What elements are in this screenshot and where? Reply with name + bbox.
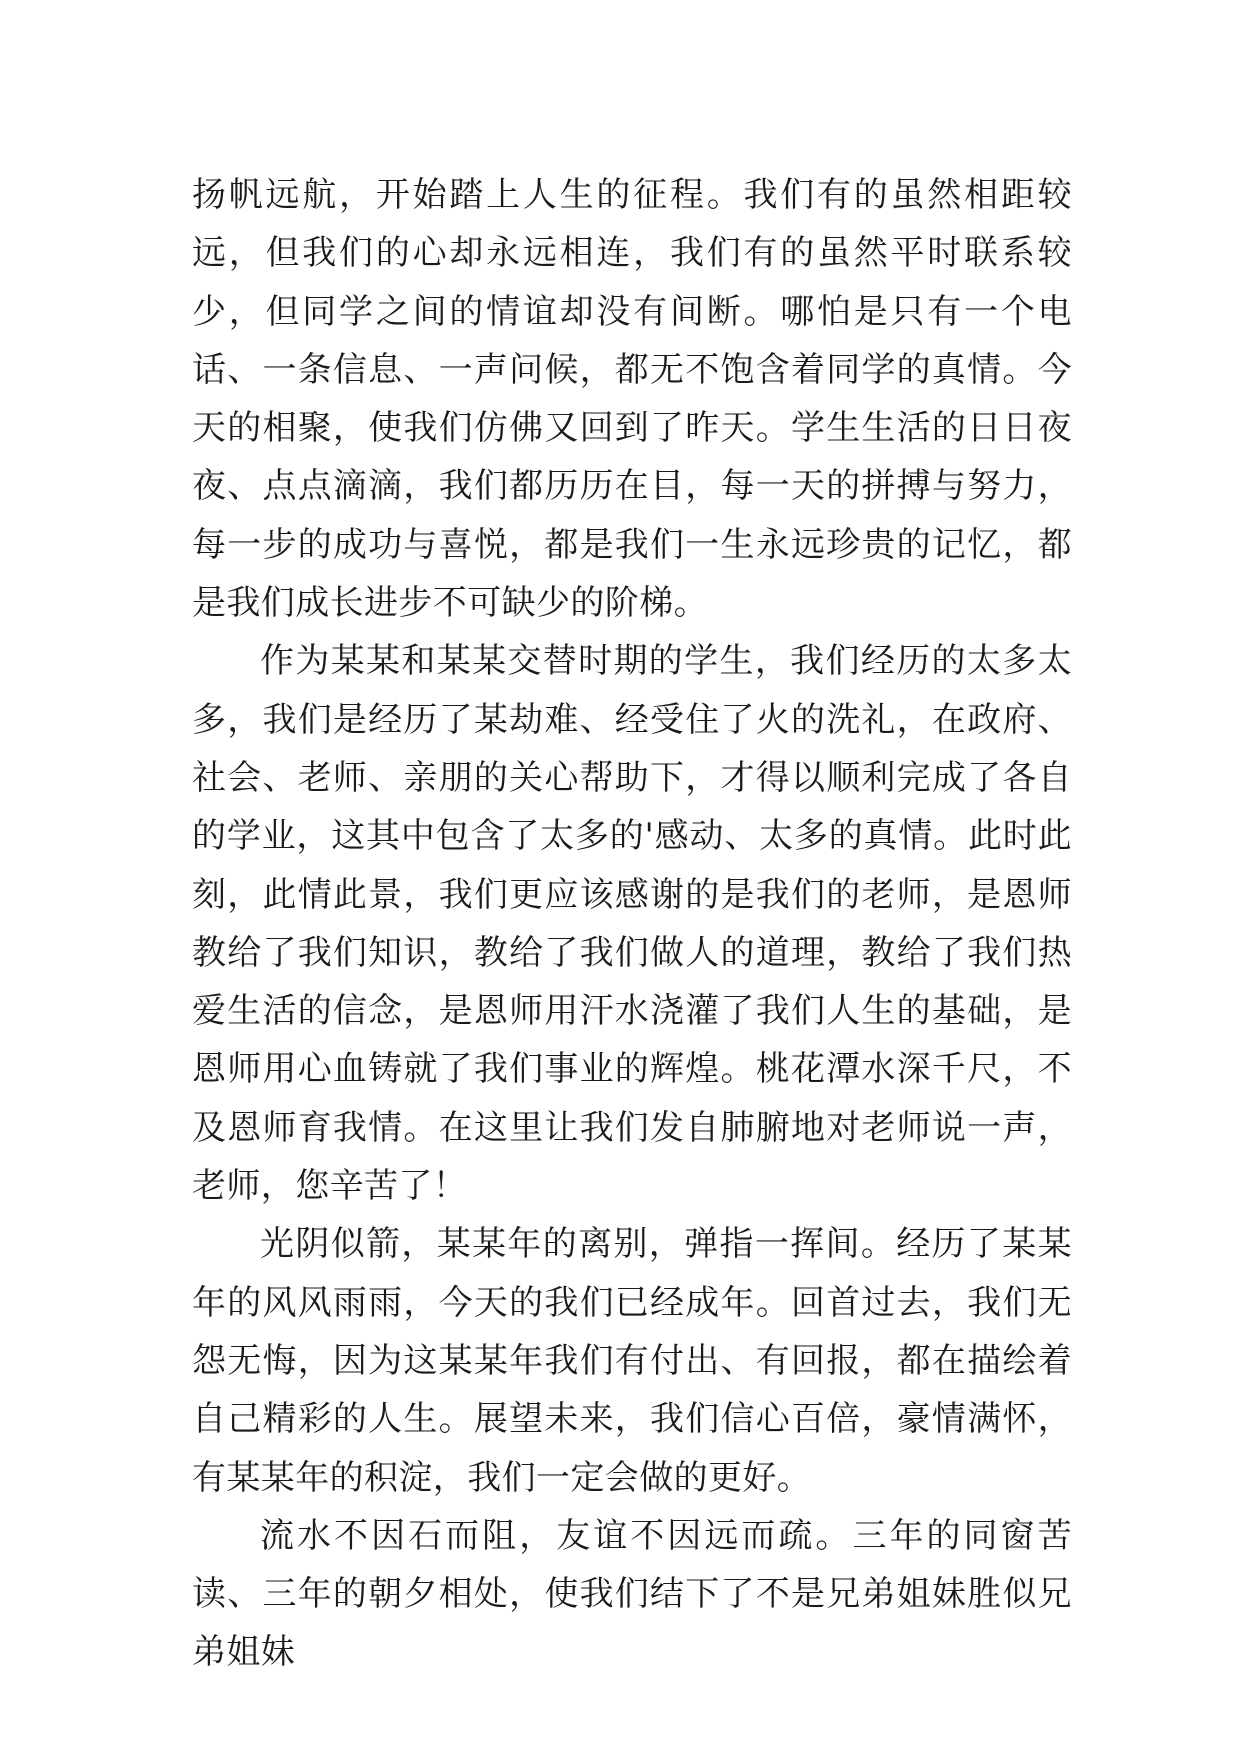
paragraph-continued: 扬帆远航，开始踏上人生的征程。我们有的虽然相距较远，但我们的心却永远相连，我们有的虽然平时联系较少，但同学之间的情谊却没有间断。哪怕是只有一个电话、一条信息、一声问候，都无不饱含着同学的真情。今天的相聚，使我们仿佛又回到了昨天。学生生活的日日夜夜、点点滴滴，我们都历历在目，每一天的拼搏与努力，每一步的成功与喜悦，都是我们一生永远珍贵的记忆，都是我们成长进步不可缺少的阶梯。 [192,175,1072,624]
document-body [192,166,1072,1682]
paragraph-friendship: 流水不因石而阻，友谊不因远而疏。三年的同窗苦读、三年的朝夕相处，使我们结下了不是兄弟姐妹胜似兄弟姐妹 [192,1515,1072,1673]
paragraph-gratitude-to-teachers: 作为某某和某某交替时期的学生，我们经历的太多太多，我们是经历了某劫难、经受住了火的洗礼，在政府、社会、老师、亲朋的关心帮助下，才得以顺利完成了各自的学业，这其中包含了太多的'感动、太多的真情。此时此刻，此情此景，我们更应该感谢的是我们的老师，是恩师教给了我们知识，教给了我们做人的道理，教给了我们热爱生活的信念，是恩师用汗水浇灌了我们人生的基础，是恩师用心血铸就了我们事业的辉煌。桃花潭水深千尺，不及恩师育我情。在这里让我们发自肺腑地对老师说一声，老师，您辛苦了！ [192,641,1072,1207]
paragraph-time-flies: 光阴似箭，某某年的离别，弹指一挥间。经历了某某年的风风雨雨，今天的我们已经成年。回首过去，我们无怨无悔，因为这某某年我们有付出、有回报，都在描绘着自己精彩的人生。展望未来，我们信心百倍，豪情满怀，有某某年的积淀，我们一定会做的更好。 [192,1224,1072,1498]
